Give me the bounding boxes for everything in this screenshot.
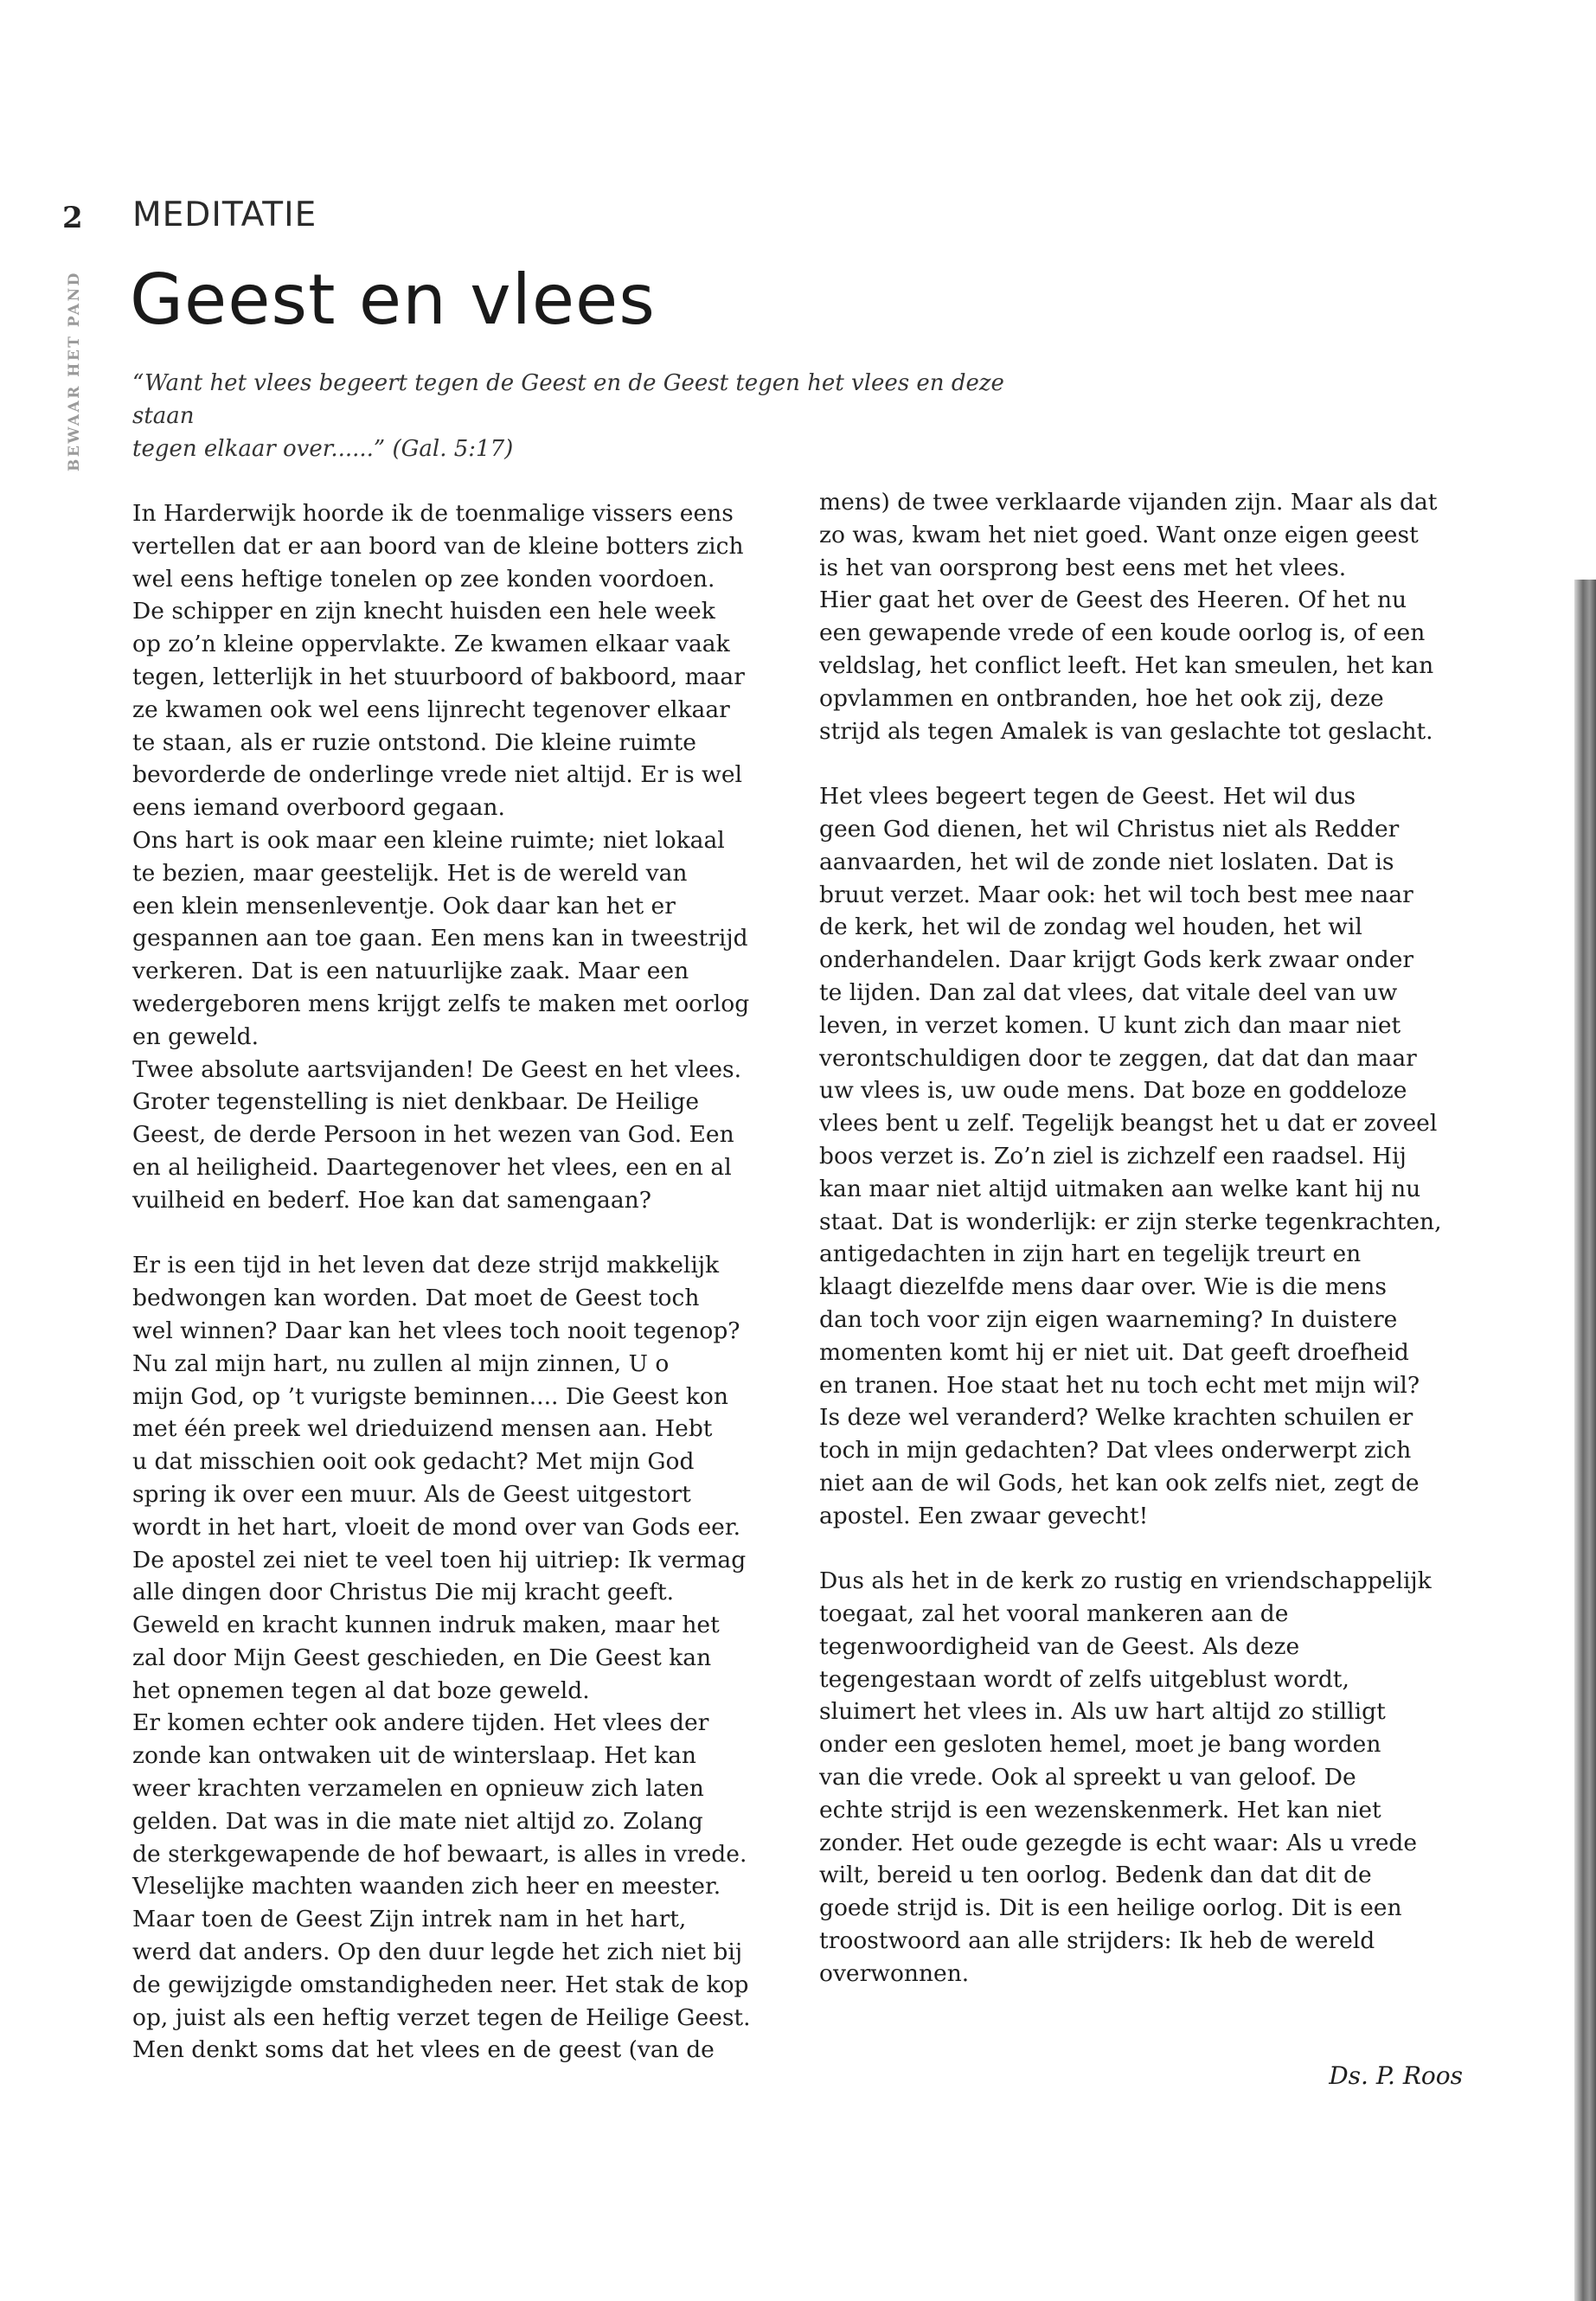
text-line: vertellen dat er aan boord van de kleine botters zich	[132, 532, 744, 560]
text-line: kan maar niet altijd uitmaken aan welke kant hij nu	[819, 1175, 1421, 1202]
text-line: Geest, de derde Persoon in het wezen van God. Een	[132, 1121, 734, 1149]
text-line: en tranen. Hoe staat het nu toch echt met mijn wil?	[819, 1371, 1420, 1399]
text-line: eens iemand overboord gegaan.	[132, 794, 505, 822]
text-line: tegengestaan wordt of zelfs uitgeblust wordt,	[819, 1665, 1349, 1693]
text-line: verontschuldigen door te zeggen, dat dat dan maar	[819, 1044, 1417, 1072]
text-line: strijd als tegen Amalek is van geslachte tot geslacht.	[819, 717, 1433, 745]
text-line: zal door Mijn Geest geschieden, en Die Geest kan	[132, 1644, 712, 1671]
text-line: veldslag, het conflict leeft. Het kan smeulen, het kan	[819, 651, 1434, 679]
text-line: opvlammen en ontbranden, hoe het ook zij, deze	[819, 684, 1384, 712]
text-line: u dat misschien ooit ook gedacht? Met mijn God	[132, 1448, 695, 1476]
text-line: gespannen aan toe gaan. Een mens kan in tweestrijd	[132, 925, 748, 952]
text-line: zonde kan ontwaken uit de winterslaap. Het kan	[132, 1742, 696, 1770]
text-line: Twee absolute aartsvijanden! De Geest en het vlees.	[132, 1055, 742, 1083]
text-line: sluimert het vlees in. Als uw hart altijd zo stilligt	[819, 1698, 1386, 1726]
text-line: vlees bent u zelf. Tegelijk beangst het u dat er zoveel	[819, 1110, 1438, 1138]
text-line: te lijden. Dan zal dat vlees, dat vitale deel van uw	[819, 978, 1398, 1006]
text-line: ze kwamen ook wel eens lijnrecht tegenover elkaar	[132, 695, 730, 723]
text-line: werd dat anders. Op den duur legde het zich niet bij	[132, 1939, 743, 1966]
text-line: Hier gaat het over de Geest des Heeren. Of het nu	[819, 586, 1407, 614]
paragraph-gap	[819, 1533, 1442, 1566]
text-line: Er is een tijd in het leven dat deze strijd makkelijk	[132, 1252, 720, 1279]
text-line: niet aan de wil Gods, het kan ook zelfs niet, zegt de	[819, 1469, 1420, 1497]
text-line: Groter tegenstelling is niet denkbaar. De Heilige	[132, 1088, 700, 1116]
side-label: BEWAAR HET PAND	[66, 271, 83, 471]
text-line: bruut verzet. Maar ook: het wil toch best mee naar	[819, 881, 1413, 908]
text-line: Ons hart is ook maar een kleine ruimte; niet lokaal	[132, 826, 725, 854]
text-line: apostel. Een zwaar gevecht!	[819, 1502, 1149, 1529]
text-line: In Harderwijk hoorde ik de toenmalige vissers eens	[132, 500, 734, 527]
text-line: vuilheid en bederf. Hoe kan dat samengaan?	[132, 1186, 651, 1214]
text-line: de gewijzigde omstandigheden neer. Het stak de kop	[132, 1971, 749, 1998]
text-line: tegenwoordigheid van de Geest. Als deze	[819, 1632, 1300, 1660]
text-line: verkeren. Dat is een natuurlijke zaak. Maar een	[132, 958, 689, 985]
author-signature: Ds. P. Roos	[1329, 2061, 1463, 2090]
text-line: op zo’n kleine oppervlakte. Ze kwamen elkaar vaak	[132, 631, 730, 658]
text-line: geen God dienen, het wil Christus niet als Redder	[819, 815, 1400, 843]
text-line: echte strijd is een wezenskenmerk. Het kan niet	[819, 1796, 1381, 1823]
text-line: leven, in verzet komen. U kunt zich dan maar niet	[819, 1011, 1401, 1039]
text-line: bevorderde de onderlinge vrede niet altijd. Er is wel	[132, 761, 743, 789]
text-line: wel winnen? Daar kan het vlees toch nooit tegenop?	[132, 1317, 740, 1344]
text-line: bedwongen kan worden. Dat moet de Geest toch	[132, 1285, 700, 1312]
text-line: Vleselijke machten waanden zich heer en meester.	[132, 1873, 721, 1900]
text-line: en geweld.	[132, 1022, 260, 1050]
text-line: onder een gesloten hemel, moet je bang worden	[819, 1731, 1381, 1759]
text-line: aanvaarden, het wil de zonde niet loslaten. Dat is	[819, 848, 1394, 875]
text-line: en al heiligheid. Daartegenover het vlees, een en al	[132, 1153, 732, 1181]
text-line: Er komen echter ook andere tijden. Het vlees der	[132, 1709, 709, 1737]
photo-edge	[1574, 580, 1596, 2301]
text-line: Dus als het in de kerk zo rustig en vriendschappelijk	[819, 1567, 1432, 1595]
text-line: te bezien, maar geestelijk. Het is de wereld van	[132, 859, 688, 887]
paragraph-gap	[819, 747, 1442, 780]
text-line: van die vrede. Ook al spreekt u van geloof. De	[819, 1764, 1356, 1791]
page-number: 2	[62, 201, 83, 235]
text-line: boos verzet is. Zo’n ziel is zichzelf een raadsel. Hij	[819, 1142, 1407, 1170]
article-title: Geest en vlees	[130, 260, 656, 340]
text-line: de kerk, het wil de zondag wel houden, het wil	[819, 913, 1362, 941]
text-line: toegaat, zal het vooral mankeren aan de	[819, 1600, 1289, 1628]
text-line: klaagt diezelfde mens daar over. Wie is die mens	[819, 1273, 1387, 1301]
text-line: te staan, als er ruzie ontstond. Die kleine ruimte	[132, 728, 696, 756]
text-line: wel eens heftige tonelen op zee konden voordoen.	[132, 565, 715, 593]
text-line: is het van oorsprong best eens met het vlees.	[819, 554, 1347, 581]
text-line: toch in mijn gedachten? Dat vlees onderwerpt zich	[819, 1437, 1412, 1465]
text-line: Geweld en kracht kunnen indruk maken, maar het	[132, 1612, 720, 1639]
text-line: onderhandelen. Daar krijgt Gods kerk zwaar onder	[819, 946, 1414, 974]
text-line: dan toch voor zijn eigen waarneming? In duistere	[819, 1305, 1398, 1333]
text-line: Is deze wel veranderd? Welke krachten schuilen er	[819, 1404, 1413, 1432]
text-line: een klein mensenleventje. Ook daar kan het er	[132, 892, 676, 920]
text-line: mijn God, op ’t vurigste beminnen.... Die Geest kon	[132, 1382, 728, 1410]
text-line: mens) de twee verklaarde vijanden zijn. Maar als dat	[819, 489, 1438, 516]
text-line: uw vlees is, uw oude mens. Dat boze en goddeloze	[819, 1077, 1407, 1105]
text-line: Het vlees begeert tegen de Geest. Het wil dus	[819, 783, 1356, 811]
text-line: De schipper en zijn knecht huisden een hele week	[132, 598, 715, 625]
text-line: staat. Dat is wonderlijk: er zijn sterke tegenkrachten,	[819, 1208, 1442, 1235]
text-line: goede strijd is. Dit is een heilige oorlog. Dit is een	[819, 1894, 1402, 1922]
text-line: overwonnen.	[819, 1959, 970, 1987]
quote-line: tegen elkaar over......” (Gal. 5:17)	[132, 436, 514, 462]
text-line: gelden. Dat was in die mate niet altijd zo. Zolang	[132, 1807, 703, 1835]
text-line: alle dingen door Christus Die mij kracht geeft.	[132, 1579, 675, 1606]
text-line: wordt in het hart, vloeit de mond over van Gods eer.	[132, 1513, 741, 1541]
text-line: de sterkgewapende de hof bewaart, is alles in vrede.	[132, 1840, 747, 1868]
paragraph-gap	[132, 1217, 751, 1250]
text-line: het opnemen tegen al dat boze geweld.	[132, 1676, 590, 1704]
right-column	[819, 486, 1442, 1990]
text-line: antigedachten in zijn hart en tegelijk treurt en	[819, 1240, 1362, 1268]
section-label: MEDITATIE	[132, 195, 317, 234]
text-line: Nu zal mijn hart, nu zullen al mijn zinnen, U o	[132, 1349, 670, 1377]
text-line: zonder. Het oude gezegde is echt waar: Als u vrede	[819, 1829, 1418, 1856]
text-line: Men denkt soms dat het vlees en de geest (van de	[132, 2036, 715, 2064]
left-column	[132, 497, 751, 2067]
text-line: wedergeboren mens krijgt zelfs te maken met oorlog	[132, 990, 750, 1017]
text-line: wilt, bereid u ten oorlog. Bedenk dan dat dit de	[819, 1862, 1372, 1889]
text-line: tegen, letterlijk in het stuurboord of bakboord, maar	[132, 663, 745, 690]
text-line: troostwoord aan alle strijders: Ik heb de wereld	[819, 1927, 1375, 1955]
text-line: op, juist als een heftig verzet tegen de Heilige Geest.	[132, 2003, 751, 2031]
text-line: zo was, kwam het niet goed. Want onze eigen geest	[819, 521, 1419, 548]
text-line: spring ik over een muur. Als de Geest uitgestort	[132, 1480, 691, 1508]
text-line: momenten komt hij er niet uit. Dat geeft droefheid	[819, 1338, 1409, 1366]
text-line: De apostel zei niet te veel toen hij uitriep: Ik vermag	[132, 1546, 747, 1574]
text-line: een gewapende vrede of een koude oorlog is, of een	[819, 619, 1426, 647]
text-line: Maar toen de Geest Zijn intrek nam in het hart,	[132, 1906, 687, 1933]
bible-quote	[132, 367, 1041, 465]
text-line: met één preek wel drieduizend mensen aan. Hebt	[132, 1415, 713, 1443]
text-line: weer krachten verzamelen en opnieuw zich laten	[132, 1775, 704, 1803]
quote-line: “Want het vlees begeert tegen de Geest en de Geest tegen het vlees en deze staan	[132, 370, 1004, 429]
